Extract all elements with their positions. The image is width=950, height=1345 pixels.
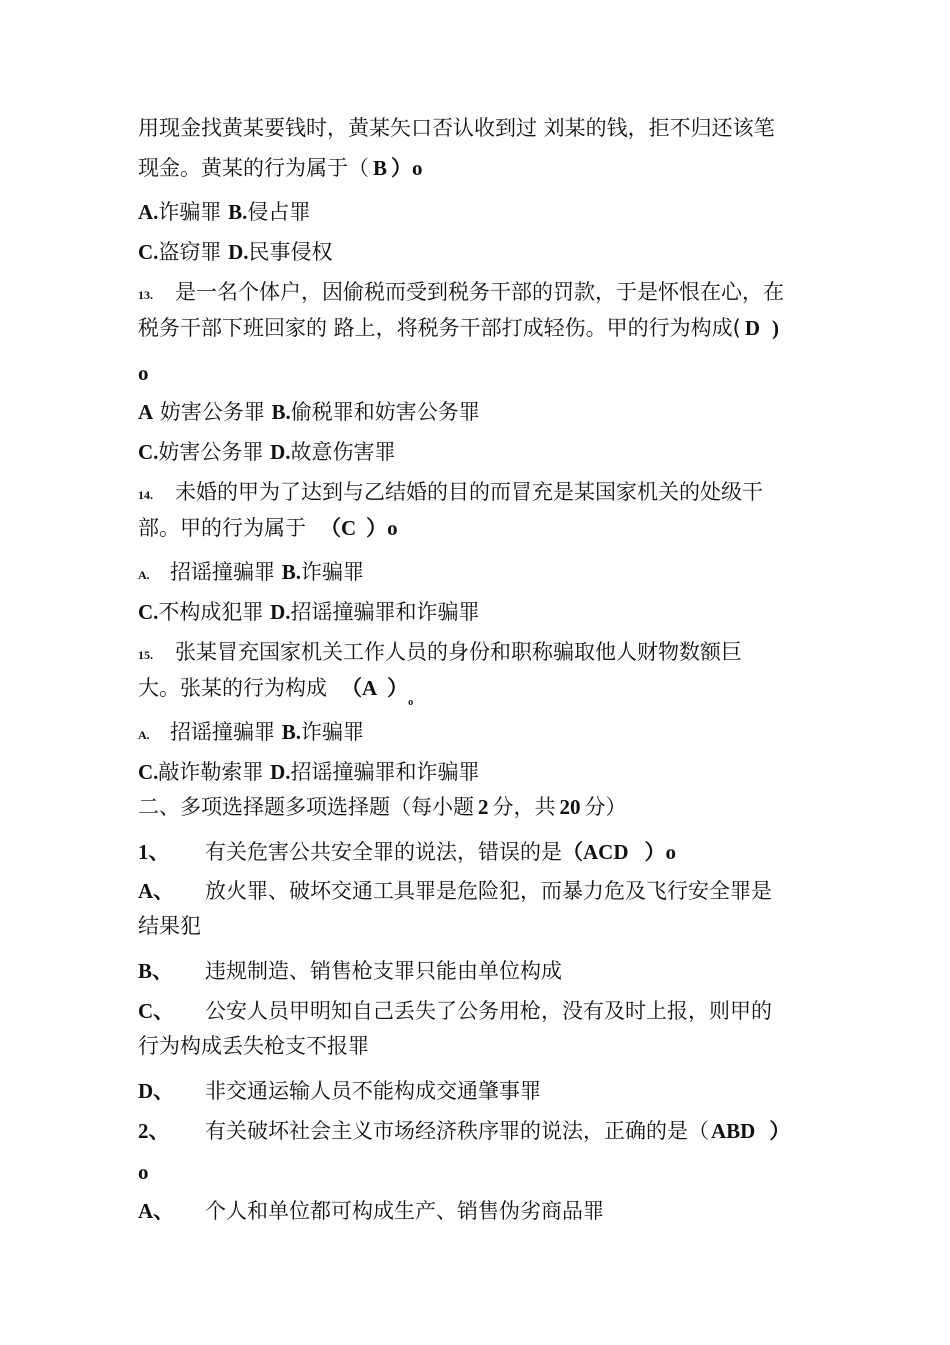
answer: （A: [341, 676, 378, 700]
question-m2: 2、 有关破坏社会主义市场经济秩序罪的说法，正确的是（ABD ）: [138, 1119, 791, 1143]
option-line: A 妨害公务罪 B.偷税罪和妨害公务罪: [138, 400, 480, 424]
option-line: A. 招谣撞骗罪 B.诈骗罪: [138, 560, 364, 584]
option-line: C、 公安人员甲明知自己丢失了公务用枪，没有及时上报，则甲的: [138, 999, 772, 1023]
question-14: 14. 未婚的甲为了达到与乙结婚的目的而冒充是某国家机关的处级干: [138, 478, 763, 509]
section-heading: 二、多项选择题多项选择题（每小题 2 分，共 20 分）: [138, 795, 627, 819]
text-line: o: [138, 1160, 149, 1184]
text-line: 结果犯: [138, 914, 201, 938]
text-line: 用现金找黄某要钱时，黄某矢口否认收到过 刘某的钱，拒不归还该笔: [138, 116, 775, 140]
option-line: A. 招谣撞骗罪 B.诈骗罪: [138, 720, 364, 744]
answer: （ACD: [562, 840, 629, 864]
question-15: 15. 张某冒充国家机关工作人员的身份和职称骗取他人财物数额巨: [138, 638, 742, 669]
option-line: D、 非交通运输人员不能构成交通肇事罪: [138, 1079, 541, 1103]
question-m1: 1、 有关危害公共安全罪的说法，错误的是（ACD ）o: [138, 840, 676, 864]
option-line: C.妨害公务罪 D.故意伤害罪: [138, 440, 396, 464]
question-number: 15.: [138, 648, 153, 662]
text-line: 部。甲的行为属于 （C ）o: [138, 516, 398, 540]
answer: D: [744, 316, 761, 340]
text-line: o: [138, 361, 149, 385]
text-line: 大。张某的行为构成 （A ）$_o$: [138, 676, 414, 708]
text-line: 现金。黄某的行为属于（ B ）o: [138, 156, 423, 180]
answer: B: [373, 156, 388, 180]
option-line: A、 个人和单位都可构成生产、销售伪劣商品罪: [138, 1199, 604, 1223]
option-line: A、 放火罪、破坏交通工具罪是危险犯，而暴力危及飞行安全罪是: [138, 879, 772, 903]
question-number: 13.: [138, 288, 153, 302]
question-number: 1、: [138, 840, 170, 864]
question-number: 2、: [138, 1119, 170, 1143]
option-line: B、 违规制造、销售枪支罪只能由单位构成: [138, 959, 562, 983]
answer: ABD: [711, 1119, 756, 1143]
question-13: 13. 是一名个体户，因偷税而受到税务干部的罚款，于是怀恨在心，在: [138, 278, 784, 309]
answer: （C: [320, 516, 357, 540]
question-number: 14.: [138, 488, 153, 502]
text-line: 税务干部下班回家的 路上，将税务干部打成轻伤。甲的行为构成( D ): [138, 316, 780, 340]
option-line: C.敲诈勒索罪 D.招谣撞骗罪和诈骗罪: [138, 760, 480, 784]
text-line: 行为构成丢失枪支不报罪: [138, 1034, 369, 1058]
option-line: C.盗窃罪 D.民事侵权: [138, 240, 333, 264]
option-line: A.诈骗罪 B.侵占罪: [138, 200, 311, 224]
option-line: C.不构成犯罪 D.招谣撞骗罪和诈骗罪: [138, 600, 480, 624]
